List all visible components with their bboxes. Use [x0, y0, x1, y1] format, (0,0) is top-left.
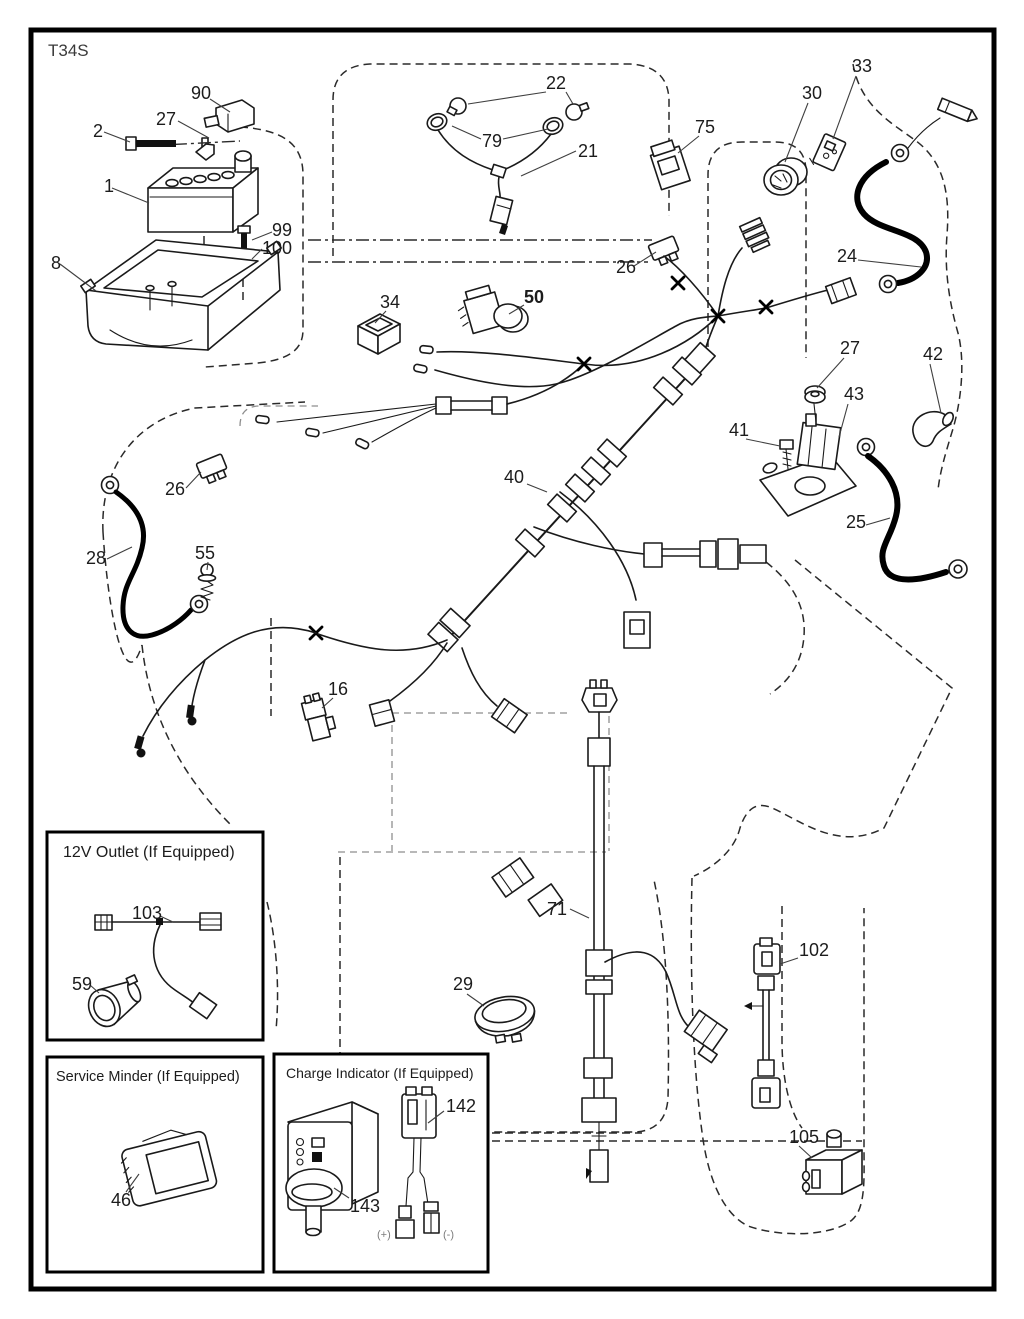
- callout-8: 8: [51, 253, 62, 273]
- callout-2: 2: [93, 121, 104, 141]
- callout-103: 103: [132, 903, 163, 923]
- callout-75: 75: [695, 117, 716, 137]
- callout-50: 50: [524, 287, 545, 307]
- callout-90: 90: [191, 83, 212, 103]
- callout-27b: 27: [840, 338, 861, 358]
- callout-102: 102: [799, 940, 830, 960]
- callout-1: 1: [104, 176, 115, 196]
- inset-charge-indicator-title: Charge Indicator (If Equipped): [286, 1065, 474, 1081]
- callout-26a: 26: [616, 257, 637, 277]
- connector-b1: [624, 612, 650, 648]
- callout-55: 55: [195, 543, 216, 563]
- callout-105: 105: [789, 1127, 820, 1147]
- callout-22: 22: [546, 73, 567, 93]
- callout-143: 143: [350, 1196, 381, 1216]
- callout-24: 24: [837, 246, 858, 266]
- inset-12v-outlet: [47, 832, 263, 1040]
- callout-40: 40: [504, 467, 525, 487]
- charge-terminal-plus: [396, 1206, 414, 1238]
- callout-21: 21: [578, 141, 599, 161]
- callout-28: 28: [86, 548, 107, 568]
- callout-79: 79: [482, 131, 503, 151]
- callout-29: 29: [453, 974, 474, 994]
- inset-12v-outlet-title: 12V Outlet (If Equipped): [63, 844, 235, 861]
- callout-100: 100: [262, 238, 293, 258]
- callout-27a: 27: [156, 109, 177, 129]
- callout-41: 41: [729, 420, 750, 440]
- inset-charge-indicator: [274, 1054, 488, 1272]
- callout-43: 43: [844, 384, 865, 404]
- callout-33: 33: [852, 56, 873, 76]
- callout-16: 16: [328, 679, 349, 699]
- callout-46: 46: [111, 1190, 132, 1210]
- polarity-minus-label: (-): [443, 1229, 454, 1241]
- callout-99: 99: [272, 220, 293, 240]
- callout-71: 71: [547, 899, 568, 919]
- inset-service-minder: [47, 1057, 263, 1272]
- charge-terminal-minus: [424, 1202, 439, 1233]
- polarity-plus-label: (+): [377, 1229, 391, 1241]
- callout-59: 59: [72, 974, 93, 994]
- callout-142: 142: [446, 1096, 477, 1116]
- callout-25: 25: [846, 512, 867, 532]
- callout-34: 34: [380, 292, 401, 312]
- callout-26b: 26: [165, 479, 186, 499]
- inset-service-minder-title: Service Minder (If Equipped): [56, 1069, 240, 1085]
- callout-42: 42: [923, 344, 944, 364]
- diagram-title: T34S: [48, 41, 89, 60]
- callout-30: 30: [802, 83, 823, 103]
